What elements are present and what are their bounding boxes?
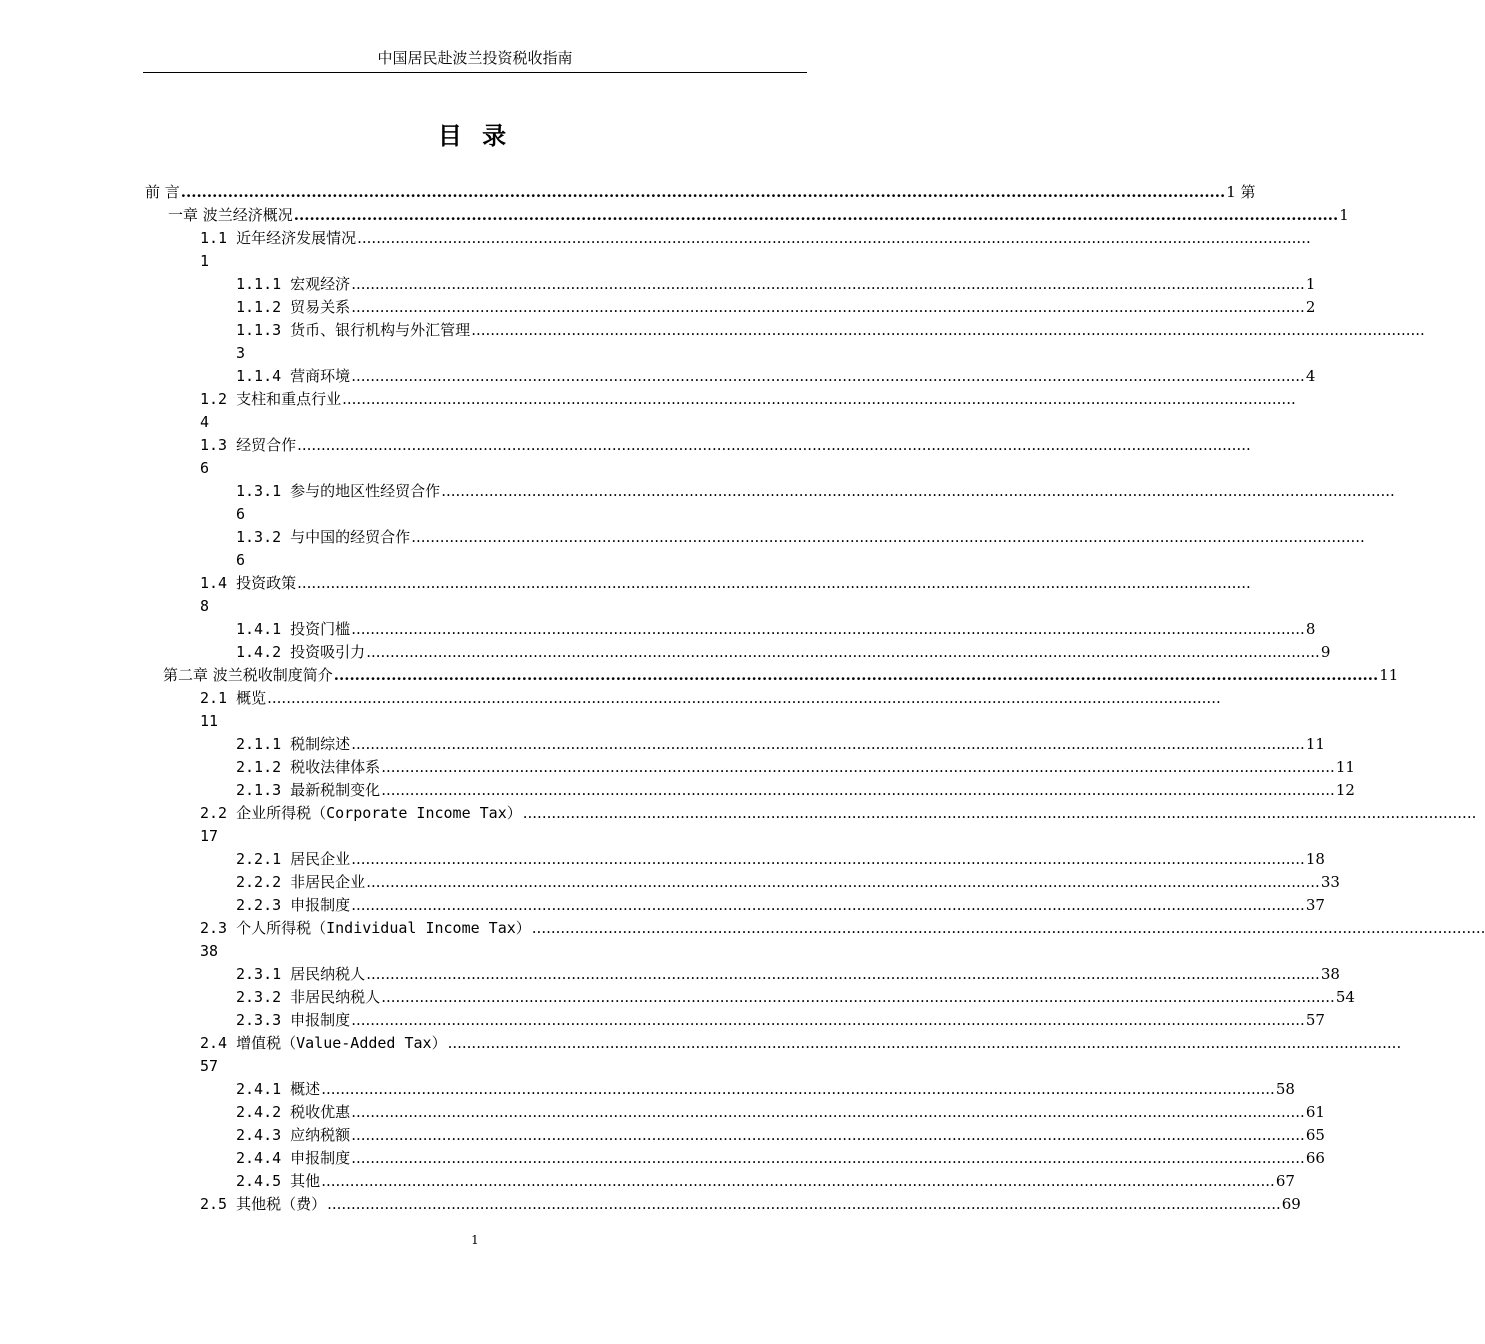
toc-entry-chapter-1[interactable] <box>168 204 1349 227</box>
toc-entry-label: 2.3.1 居民纳税人 <box>236 965 366 983</box>
toc-leader: ........................................................................................................................................................................................................ <box>293 206 1339 224</box>
toc-entry-label: 2.1.3 最新税制变化 <box>236 781 381 799</box>
toc-entry-2-3[interactable] <box>200 917 1485 940</box>
toc-entry-2-4[interactable] <box>200 1032 1402 1055</box>
toc-page-number: 1 <box>1339 206 1349 224</box>
toc-entry-label: 1.1.3 货币、银行机构与外汇管理 <box>236 321 471 339</box>
toc-entry-1-3-2[interactable] <box>236 526 1365 549</box>
toc-leader: ........................................................................................................................................................................................................ <box>522 804 1477 822</box>
toc-entry-label: 2.5 其他税（费） <box>200 1195 327 1213</box>
toc-page-number: 6 <box>236 505 246 523</box>
toc-entry-label: 1.2 支柱和重点行业 <box>200 390 342 408</box>
toc-page-number: 37 <box>1305 896 1325 914</box>
toc-entry-2-2-1[interactable] <box>236 848 1325 871</box>
toc-entry-label: 一章 波兰经济概况 <box>168 206 293 224</box>
toc-entry-label: 1.1.2 贸易关系 <box>236 298 351 316</box>
toc-entry-label: 2.4.2 税收优惠 <box>236 1103 351 1121</box>
toc-entry-1-1[interactable] <box>200 227 1311 250</box>
toc-entry-label: 1.3.1 参与的地区性经贸合作 <box>236 482 441 500</box>
toc-entry-2-4-4[interactable] <box>236 1147 1325 1170</box>
toc-entry-2-2[interactable] <box>200 802 1477 825</box>
toc-leader: ........................................................................................................................................................................................................ <box>297 574 1251 592</box>
toc-page-number: 54 <box>1335 988 1355 1006</box>
toc-page-number: 6 <box>200 459 210 477</box>
toc-entry-label: 1.1.1 宏观经济 <box>236 275 351 293</box>
toc-leader: ........................................................................................................................................................................................................ <box>531 919 1485 937</box>
toc-leader: ........................................................................................................................................................................................................ <box>351 620 1305 638</box>
toc-entry-2-4-5[interactable] <box>236 1170 1295 1193</box>
toc-page-number: 12 <box>1335 781 1355 799</box>
toc-page-number: 11 <box>1335 758 1355 776</box>
toc-page-number: 67 <box>1275 1172 1295 1190</box>
toc-page-number: 61 <box>1305 1103 1325 1121</box>
toc-leader: ........................................................................................................................................................................................................ <box>297 436 1251 454</box>
toc-leader: ........................................................................................................................................................................................................ <box>267 689 1221 707</box>
toc-leader: ........................................................................................................................................................................................................ <box>351 298 1305 316</box>
toc-entry-label: 2.4.4 申报制度 <box>236 1149 351 1167</box>
toc-entry-label: 2.1 概览 <box>200 689 267 707</box>
page-number-footer: 1 <box>471 1233 479 1247</box>
toc-page-number: 1 <box>1305 275 1316 293</box>
toc-entry-label: 2.2.2 非居民企业 <box>236 873 366 891</box>
toc-leader: ........................................................................................................................................................................................................ <box>351 1149 1305 1167</box>
toc-entry-label: 1.3.2 与中国的经贸合作 <box>236 528 411 546</box>
page-title: 目 录 <box>437 122 513 150</box>
toc-entry-label: 2.2 企业所得税（Corporate Income Tax） <box>200 804 522 822</box>
toc-page-number: 17 <box>200 827 219 845</box>
toc-leader: ........................................................................................................................................................................................................ <box>411 528 1365 546</box>
toc-leader: ........................................................................................................................................................................................................ <box>351 1011 1305 1029</box>
toc-leader: ........................................................................................................................................................................................................ <box>366 643 1320 661</box>
header-rule <box>143 72 807 73</box>
toc-leader: ........................................................................................................................................................................................................ <box>351 1103 1305 1121</box>
toc-entry-2-1-2[interactable] <box>236 756 1355 779</box>
toc-entry-2-3-1[interactable] <box>236 963 1340 986</box>
toc-entry-2-3-3[interactable] <box>236 1009 1325 1032</box>
toc-leader: ........................................................................................................................................................................................................ <box>366 873 1320 891</box>
toc-entry-1-1-4[interactable] <box>236 365 1316 388</box>
toc-entry-label: 前 言 <box>145 183 180 201</box>
toc-entry-label: 2.4.1 概述 <box>236 1080 321 1098</box>
toc-page-number: 58 <box>1275 1080 1295 1098</box>
toc-entry-1-4-1[interactable] <box>236 618 1316 641</box>
toc-leader: ........................................................................................................................................................................................................ <box>351 275 1305 293</box>
toc-leader: ........................................................................................................................................................................................................ <box>180 183 1226 201</box>
toc-entry-2-4-2[interactable] <box>236 1101 1325 1124</box>
toc-page-number: 6 <box>236 551 246 569</box>
toc-leader: ........................................................................................................................................................................................................ <box>351 735 1305 753</box>
toc-leader: ........................................................................................................................................................................................................ <box>321 1172 1275 1190</box>
toc-page-number: 4 <box>1305 367 1316 385</box>
running-header: 中国居民赴波兰投资税收指南 <box>377 49 573 67</box>
toc-page-number: 4 <box>200 413 210 431</box>
toc-entry-label: 1.4.1 投资门槛 <box>236 620 351 638</box>
toc-entry-2-5[interactable] <box>200 1193 1301 1216</box>
toc-entry-label: 2.1.2 税收法律体系 <box>236 758 381 776</box>
toc-leader: ........................................................................................................................................................................................................ <box>351 850 1305 868</box>
toc-page-number: 11 <box>200 712 219 730</box>
toc-leader: ........................................................................................................................................................................................................ <box>351 896 1305 914</box>
toc-page-number: 1 <box>200 252 210 270</box>
toc-entry-label: 1.1 近年经济发展情况 <box>200 229 357 247</box>
toc-page-number: 38 <box>200 942 219 960</box>
toc-entry-1-3[interactable] <box>200 434 1251 457</box>
toc-leader: ........................................................................................................................................................................................................ <box>357 229 1311 247</box>
toc-leader: ........................................................................................................................................................................................................ <box>471 321 1425 339</box>
toc-entry-label: 2.3.3 申报制度 <box>236 1011 351 1029</box>
toc-entry-2-2-3[interactable] <box>236 894 1325 917</box>
toc-page-number: 69 <box>1281 1195 1301 1213</box>
toc-page-number: 11 <box>1305 735 1325 753</box>
toc-page-number: 57 <box>200 1057 219 1075</box>
toc-leader: ........................................................................................................................................................................................................ <box>321 1080 1275 1098</box>
toc-entry-2-4-3[interactable] <box>236 1124 1325 1147</box>
toc-entry-label: 2.4 增值税（Value-Added Tax） <box>200 1034 447 1052</box>
toc-leader: ........................................................................................................................................................................................................ <box>381 781 1335 799</box>
toc-page-number: 2 <box>1305 298 1316 316</box>
toc-page-number: 8 <box>1305 620 1316 638</box>
toc-entry-2-3-2[interactable] <box>236 986 1355 1009</box>
toc-entry-2-1-1[interactable] <box>236 733 1325 756</box>
toc-entry-1-1-2[interactable] <box>236 296 1316 319</box>
toc-page-number: 9 <box>1320 643 1331 661</box>
toc-entry-2-1-3[interactable] <box>236 779 1355 802</box>
toc-entry-1-4[interactable] <box>200 572 1251 595</box>
toc-leader: ........................................................................................................................................................................................................ <box>381 758 1335 776</box>
toc-leader: ........................................................................................................................................................................................................ <box>447 1034 1402 1052</box>
toc-page-number: 3 <box>236 344 246 362</box>
toc-leader: ........................................................................................................................................................................................................ <box>381 988 1335 1006</box>
toc-entry-2-1[interactable] <box>200 687 1221 710</box>
toc-leader: ........................................................................................................................................................................................................ <box>366 965 1320 983</box>
toc-entry-1-2[interactable] <box>200 388 1296 411</box>
toc-entry-1-1-3[interactable] <box>236 319 1425 342</box>
toc-entry-1-4-2[interactable] <box>236 641 1331 664</box>
toc-entry-label: 1.3 经贸合作 <box>200 436 297 454</box>
toc-page-number: 1 第 <box>1226 183 1256 201</box>
toc-leader: ........................................................................................................................................................................................................ <box>351 1126 1305 1144</box>
toc-entry-label: 2.2.3 申报制度 <box>236 896 351 914</box>
toc-entry-label: 1.1.4 营商环境 <box>236 367 351 385</box>
toc-leader: ........................................................................................................................................................................................................ <box>351 367 1305 385</box>
toc-page-number: 38 <box>1320 965 1340 983</box>
toc-page-number: 57 <box>1305 1011 1325 1029</box>
toc-entry-label: 第二章 波兰税收制度简介 <box>163 666 333 684</box>
toc-entry-2-2-2[interactable] <box>236 871 1340 894</box>
toc-leader: ........................................................................................................................................................................................................ <box>333 666 1379 684</box>
toc-page-number: 66 <box>1305 1149 1325 1167</box>
toc-entry-label: 2.4.3 应纳税额 <box>236 1126 351 1144</box>
toc-entry-label: 2.3.2 非居民纳税人 <box>236 988 381 1006</box>
toc-entry-label: 1.4.2 投资吸引力 <box>236 643 366 661</box>
toc-entry-2-4-1[interactable] <box>236 1078 1295 1101</box>
toc-leader: ........................................................................................................................................................................................................ <box>327 1195 1281 1213</box>
toc-entry-label: 2.4.5 其他 <box>236 1172 321 1190</box>
toc-leader: ........................................................................................................................................................................................................ <box>342 390 1296 408</box>
toc-entry-chapter-2[interactable] <box>163 664 1399 687</box>
toc-entry-label: 1.4 投资政策 <box>200 574 297 592</box>
toc-page-number: 8 <box>200 597 210 615</box>
toc-entry-1-3-1[interactable] <box>236 480 1395 503</box>
toc-entry-label: 2.1.1 税制综述 <box>236 735 351 753</box>
toc-page-number: 65 <box>1305 1126 1325 1144</box>
toc-entry-label: 2.2.1 居民企业 <box>236 850 351 868</box>
toc-page-number: 11 <box>1379 666 1399 684</box>
toc-leader: ........................................................................................................................................................................................................ <box>441 482 1395 500</box>
toc-page-number: 18 <box>1305 850 1325 868</box>
toc-page-number: 33 <box>1320 873 1340 891</box>
toc-entry-label: 2.3 个人所得税（Individual Income Tax） <box>200 919 531 937</box>
toc-entry-preface[interactable] <box>145 181 1256 204</box>
toc-entry-1-1-1[interactable] <box>236 273 1316 296</box>
